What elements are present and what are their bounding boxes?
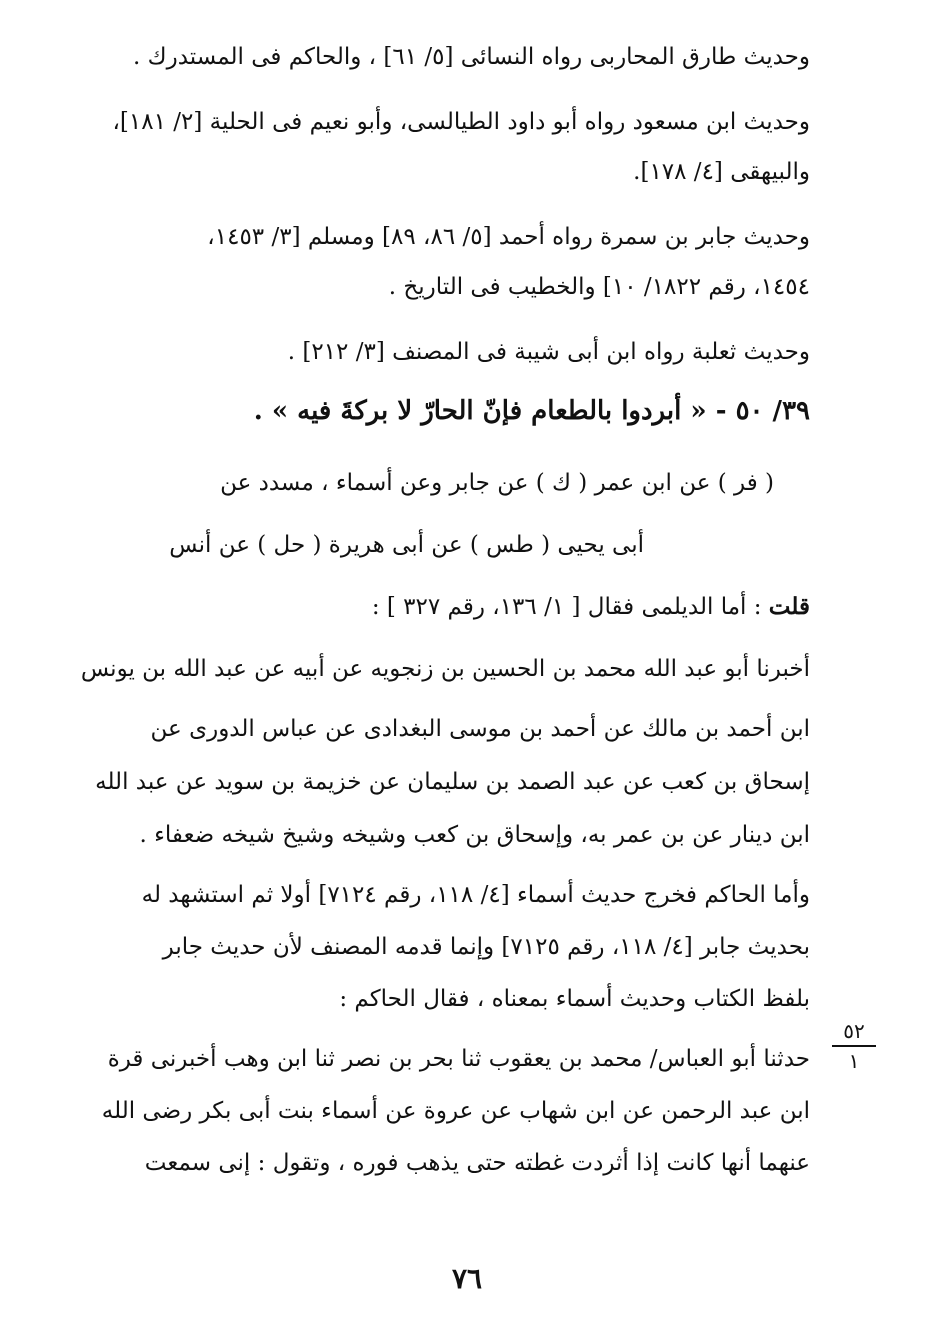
isnad-line: ابن أحمد بن مالك عن أحمد بن موسى البغدادى عن عباس الدورى عن [150,716,810,742]
text-line: وحديث طارق المحاربى رواه النسائى [٥/ ٦١] ، والحاكم فى المستدرك . [133,44,810,70]
hakim-line: بحديث جابر [٤/ ١١٨، رقم ٧١٢٥] وإنما قدمه المصنف لأن حديث جابر [162,934,810,960]
folio-divider [832,1045,876,1047]
sources-line: أبى يحيى ( طس ) عن أبى هريرة ( حل ) عن أنس [169,532,644,558]
hakim-line: وأما الحاكم فخرج حديث أسماء [٤/ ١١٨، رقم ٧١٢٤] أولا ثم استشهد له [141,882,810,908]
text-line: والبيهقى [٤/ ١٧٨]. [633,159,810,185]
isnad-line: أخبرنا أبو عبد الله محمد بن الحسين بن زنجويه عن أبيه عن عبد الله بن يونس [80,656,810,682]
qult-label: قلت [768,593,810,620]
text-line: وحديث ابن مسعود رواه أبو داود الطيالسى، وأبو نعيم فى الحلية [٢/ ١٨١]، [112,109,810,135]
text-line: ١٤٥٤، رقم ١٨٢٢/ ١٠] والخطيب فى التاريخ . [388,274,810,300]
final-line: ابن عبد الرحمن عن ابن شهاب عن عروة عن أسماء بنت أبى بكر رضى الله [101,1098,810,1124]
text-line: وحديث ثعلبة رواه ابن أبى شيبة فى المصنف [٣/ ٢١٢] . [287,339,810,365]
page-number: ٧٦ [451,1262,483,1295]
isnad-line: إسحاق بن كعب عن عبد الصمد بن سليمان عن خزيمة بن سويد عن عبد الله [95,769,810,795]
qult-text: : أما الديلمى فقال [ ١/ ١٣٦، رقم ٣٢٧ ] : [371,594,762,620]
final-line: حدثنا أبو العباس/ محمد بن يعقوب ثنا بحر بن نصر ثنا ابن وهب أخبرنى قرة [107,1046,810,1072]
qult-line [372,590,810,624]
hadith-heading: ٣٩/ ٥٠ - « أبردوا بالطعام فإنّ الحارّ لا بركةَ فيه » . [253,396,810,426]
isnad-line: ابن دينار عن بن عمر به، وإسحاق بن كعب وشيخه وشيخ شيخه ضعفاء . [139,822,810,848]
final-line: عنهما أنها كانت إذا أثردت غطته حتى يذهب فوره ، وتقول : إنى سمعت [144,1150,810,1176]
hakim-line: بلفظ الكتاب وحديث أسماء بمعناه ، فقال الحاكم : [339,986,810,1012]
text-line: وحديث جابر بن سمرة رواه أحمد [٥/ ٨٦، ٨٩] ومسلم [٣/ ١٤٥٣، [207,224,810,250]
folio-side: ١ [848,1049,860,1073]
margin-folio-note [832,1020,876,1072]
sources-line: ( فر ) عن ابن عمر ( ك ) عن جابر وعن أسماء ، مسدد عن [220,470,774,496]
folio-number: ٥٢ [843,1019,865,1043]
